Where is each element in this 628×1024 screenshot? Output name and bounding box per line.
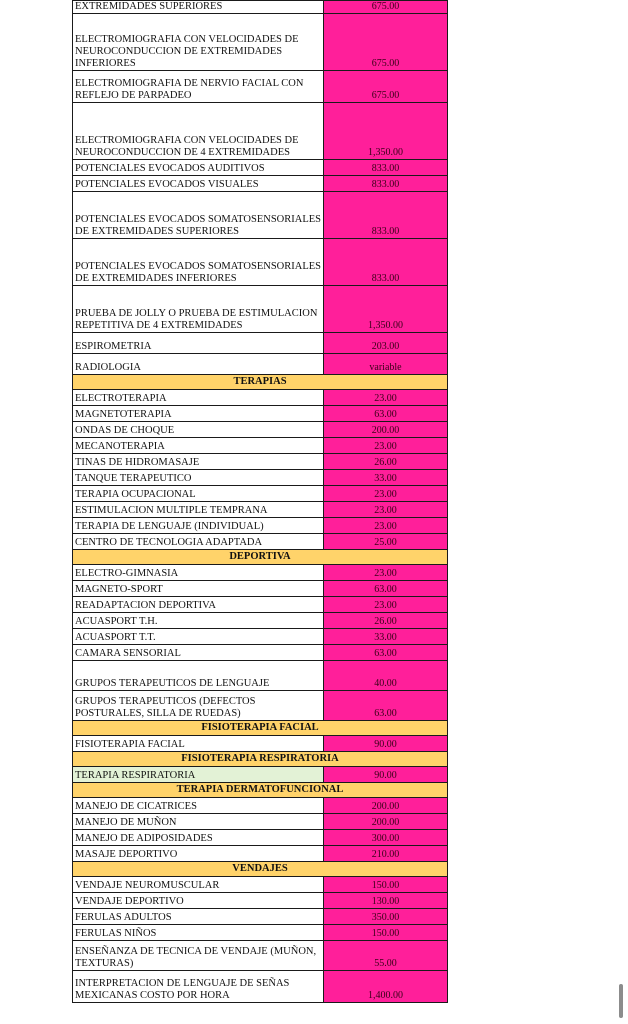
service-name-cell: MAGNETOTERAPIA bbox=[73, 406, 324, 422]
service-name-cell: MANEJO DE ADIPOSIDADES bbox=[73, 830, 324, 846]
service-name-cell: TINAS DE HIDROMASAJE bbox=[73, 454, 324, 470]
price-cell: 203.00 bbox=[324, 333, 448, 354]
section-title: TERAPIA DERMATOFUNCIONAL bbox=[73, 783, 448, 798]
service-name-cell: EXTREMIDADES SUPERIORES bbox=[73, 1, 324, 14]
service-name-cell: TANQUE TERAPEUTICO bbox=[73, 470, 324, 486]
price-cell: 23.00 bbox=[324, 486, 448, 502]
price-cell: 675.00 bbox=[324, 14, 448, 71]
table-row bbox=[73, 354, 448, 375]
table-row bbox=[73, 470, 448, 486]
service-name-cell: INTERPRETACION DE LENGUAJE DE SEÑAS MEXICANAS COSTO POR HORA bbox=[73, 971, 324, 1003]
price-cell: 23.00 bbox=[324, 502, 448, 518]
table-row bbox=[73, 629, 448, 645]
service-name-cell: MECANOTERAPIA bbox=[73, 438, 324, 454]
table-row bbox=[73, 518, 448, 534]
table-row bbox=[73, 406, 448, 422]
table-row bbox=[73, 390, 448, 406]
price-cell: 33.00 bbox=[324, 629, 448, 645]
service-name-cell: POTENCIALES EVOCADOS SOMATOSENSORIALES DE EXTREMIDADES SUPERIORES bbox=[73, 192, 324, 239]
service-name-cell: MASAJE DEPORTIVO bbox=[73, 846, 324, 862]
table-row bbox=[73, 613, 448, 629]
price-cell: 55.00 bbox=[324, 941, 448, 971]
table-row bbox=[73, 333, 448, 354]
table-row bbox=[73, 814, 448, 830]
price-cell: 150.00 bbox=[324, 925, 448, 941]
price-cell: 23.00 bbox=[324, 565, 448, 581]
table-row bbox=[73, 846, 448, 862]
table-row bbox=[73, 286, 448, 333]
service-name-cell: ACUASPORT T.T. bbox=[73, 629, 324, 645]
service-name-cell: POTENCIALES EVOCADOS SOMATOSENSORIALES DE EXTREMIDADES INFERIORES bbox=[73, 239, 324, 286]
service-name-cell: PRUEBA DE JOLLY O PRUEBA DE ESTIMULACION REPETITIVA DE 4 EXTREMIDADES bbox=[73, 286, 324, 333]
table-row bbox=[73, 597, 448, 613]
service-name-cell: ESPIROMETRIA bbox=[73, 333, 324, 354]
table-row bbox=[73, 103, 448, 160]
price-cell: 63.00 bbox=[324, 581, 448, 597]
service-name-cell: ELECTROMIOGRAFIA CON VELOCIDADES DE NEUROCONDUCCION DE EXTREMIDADES INFERIORES bbox=[73, 14, 324, 71]
table-row bbox=[73, 645, 448, 661]
service-name-cell: CENTRO DE TECNOLOGIA ADAPTADA bbox=[73, 534, 324, 550]
price-cell: 90.00 bbox=[324, 736, 448, 752]
service-name-cell: ELECTROMIOGRAFIA DE NERVIO FACIAL CON REFLEJO DE PARPADEO bbox=[73, 71, 324, 103]
table-row bbox=[73, 925, 448, 941]
price-cell: 833.00 bbox=[324, 176, 448, 192]
table-row bbox=[73, 661, 448, 691]
price-cell: 833.00 bbox=[324, 192, 448, 239]
service-name-cell: FERULAS NIÑOS bbox=[73, 925, 324, 941]
table-row bbox=[73, 454, 448, 470]
scrollbar-thumb[interactable] bbox=[619, 984, 623, 1018]
table-row bbox=[73, 502, 448, 518]
service-name-cell: RADIOLOGIA bbox=[73, 354, 324, 375]
price-cell: 23.00 bbox=[324, 390, 448, 406]
table-row bbox=[73, 438, 448, 454]
price-cell: variable bbox=[324, 354, 448, 375]
price-cell: 23.00 bbox=[324, 438, 448, 454]
service-name-cell: VENDAJE NEUROMUSCULAR bbox=[73, 877, 324, 893]
table-row bbox=[73, 192, 448, 239]
table-row bbox=[73, 486, 448, 502]
service-name-cell: ELECTRO-GIMNASIA bbox=[73, 565, 324, 581]
price-cell: 23.00 bbox=[324, 518, 448, 534]
price-cell: 675.00 bbox=[324, 71, 448, 103]
section-title: TERAPIAS bbox=[73, 375, 448, 390]
price-cell: 25.00 bbox=[324, 534, 448, 550]
service-name-cell: ACUASPORT T.H. bbox=[73, 613, 324, 629]
section-title: VENDAJES bbox=[73, 862, 448, 877]
service-name-cell: POTENCIALES EVOCADOS AUDITIVOS bbox=[73, 160, 324, 176]
table-row bbox=[73, 798, 448, 814]
section-title: DEPORTIVA bbox=[73, 550, 448, 565]
table-row bbox=[73, 909, 448, 925]
table-row bbox=[73, 971, 448, 1003]
section-title: FISIOTERAPIA RESPIRATORIA bbox=[73, 752, 448, 767]
price-cell: 200.00 bbox=[324, 422, 448, 438]
table-row bbox=[73, 581, 448, 597]
price-cell: 1,350.00 bbox=[324, 286, 448, 333]
price-cell: 350.00 bbox=[324, 909, 448, 925]
service-name-cell: FISIOTERAPIA FACIAL bbox=[73, 736, 324, 752]
price-cell: 200.00 bbox=[324, 814, 448, 830]
service-name-cell: POTENCIALES EVOCADOS VISUALES bbox=[73, 176, 324, 192]
service-name-cell: MANEJO DE MUÑON bbox=[73, 814, 324, 830]
table-row bbox=[73, 1, 448, 14]
section-header-row bbox=[73, 550, 448, 565]
service-name-cell: GRUPOS TERAPEUTICOS (DEFECTOS POSTURALES, SILLA DE RUEDAS) bbox=[73, 691, 324, 721]
section-header-row bbox=[73, 783, 448, 798]
table-row bbox=[73, 71, 448, 103]
service-name-cell: READAPTACION DEPORTIVA bbox=[73, 597, 324, 613]
table-row bbox=[73, 877, 448, 893]
service-name-cell: GRUPOS TERAPEUTICOS DE LENGUAJE bbox=[73, 661, 324, 691]
table-row bbox=[73, 565, 448, 581]
price-cell: 130.00 bbox=[324, 893, 448, 909]
price-cell: 33.00 bbox=[324, 470, 448, 486]
price-table bbox=[72, 0, 448, 1003]
price-cell: 63.00 bbox=[324, 645, 448, 661]
price-cell: 833.00 bbox=[324, 160, 448, 176]
table-row bbox=[73, 422, 448, 438]
price-cell: 150.00 bbox=[324, 877, 448, 893]
section-header-row bbox=[73, 375, 448, 390]
service-name-cell: CAMARA SENSORIAL bbox=[73, 645, 324, 661]
price-cell: 23.00 bbox=[324, 597, 448, 613]
price-cell: 1,400.00 bbox=[324, 971, 448, 1003]
service-name-cell: ONDAS DE CHOQUE bbox=[73, 422, 324, 438]
price-cell: 200.00 bbox=[324, 798, 448, 814]
section-header-row bbox=[73, 721, 448, 736]
table-row bbox=[73, 14, 448, 71]
section-title: FISIOTERAPIA FACIAL bbox=[73, 721, 448, 736]
table-row bbox=[73, 534, 448, 550]
service-name-cell: FERULAS ADULTOS bbox=[73, 909, 324, 925]
service-name-cell: MAGNETO-SPORT bbox=[73, 581, 324, 597]
table-row bbox=[73, 736, 448, 752]
price-cell: 26.00 bbox=[324, 613, 448, 629]
service-name-cell: ELECTROMIOGRAFIA CON VELOCIDADES DE NEUROCONDUCCION DE 4 EXTREMIDADES bbox=[73, 103, 324, 160]
service-name-cell: MANEJO DE CICATRICES bbox=[73, 798, 324, 814]
price-cell: 26.00 bbox=[324, 454, 448, 470]
service-name-cell: VENDAJE DEPORTIVO bbox=[73, 893, 324, 909]
price-table-body bbox=[73, 1, 448, 1003]
service-name-cell: TERAPIA RESPIRATORIA bbox=[73, 767, 324, 783]
table-row bbox=[73, 691, 448, 721]
price-cell: 300.00 bbox=[324, 830, 448, 846]
price-cell: 1,350.00 bbox=[324, 103, 448, 160]
table-row bbox=[73, 160, 448, 176]
price-cell: 833.00 bbox=[324, 239, 448, 286]
service-name-cell: ESTIMULACION MULTIPLE TEMPRANA bbox=[73, 502, 324, 518]
price-cell: 90.00 bbox=[324, 767, 448, 783]
service-name-cell: TERAPIA DE LENGUAJE (INDIVIDUAL) bbox=[73, 518, 324, 534]
table-row bbox=[73, 830, 448, 846]
price-cell: 210.00 bbox=[324, 846, 448, 862]
price-cell: 63.00 bbox=[324, 691, 448, 721]
section-header-row bbox=[73, 862, 448, 877]
table-row bbox=[73, 941, 448, 971]
table-row bbox=[73, 767, 448, 783]
price-cell: 40.00 bbox=[324, 661, 448, 691]
price-cell: 63.00 bbox=[324, 406, 448, 422]
service-name-cell: ELECTROTERAPIA bbox=[73, 390, 324, 406]
price-cell: 675.00 bbox=[324, 1, 448, 14]
table-row bbox=[73, 239, 448, 286]
service-name-cell: TERAPIA OCUPACIONAL bbox=[73, 486, 324, 502]
section-header-row bbox=[73, 752, 448, 767]
table-row bbox=[73, 893, 448, 909]
table-row bbox=[73, 176, 448, 192]
service-name-cell: ENSEÑANZA DE TECNICA DE VENDAJE (MUÑON, TEXTURAS) bbox=[73, 941, 324, 971]
